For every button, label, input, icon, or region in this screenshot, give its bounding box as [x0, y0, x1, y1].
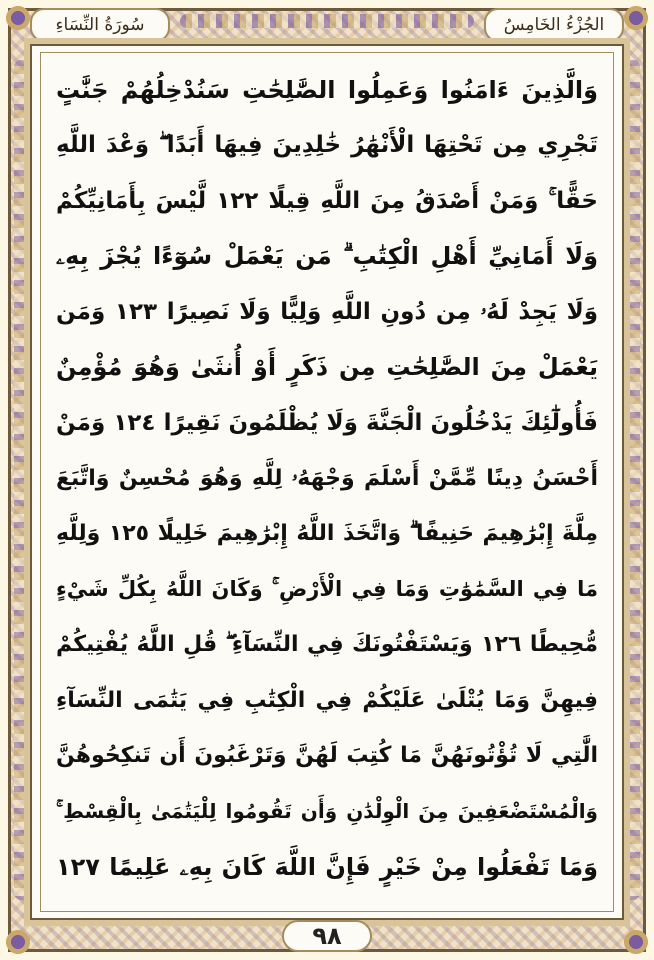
verse-line: الَّٰتِي لَا تُؤْتُونَهُنَّ مَا كُتِبَ لَهُنَّ وَتَرْغَبُونَ أَن تَنكِحُوهُنَّ [56, 743, 598, 769]
verse-line: فَأُولَٰٓئِكَ يَدْخُلُونَ الْجَنَّةَ وَلَا يُظْلَمُونَ نَقِيرًا ١٢٤ وَمَنْ [56, 409, 598, 436]
verse-line: وَالْمُسْتَضْعَفِينَ مِنَ الْوِلْدَٰنِ وَأَن تَقُومُوا لِلْيَتَٰمَىٰ بِالْقِسْطِ ۚ [56, 799, 598, 824]
verse-line: وَمَا تَفْعَلُوا مِنْ خَيْرٍ فَإِنَّ اللَّهَ كَانَ بِهِۦ عَلِيمًا ١٢٧ [56, 852, 598, 881]
verse-line: وَالَّذِينَ ءَامَنُوا وَعَمِلُوا الصَّٰلِحَٰتِ سَنُدْخِلُهُمْ جَنَّٰتٍ [56, 75, 598, 104]
verse-line: مِلَّةَ إِبْرَٰهِيمَ حَنِيفًا ۗ وَاتَّخَذَ اللَّهُ إِبْرَٰهِيمَ خَلِيلًا ١٢٥ وَلِلَّهِ [56, 521, 598, 547]
corner-ornament-icon [4, 928, 32, 956]
verse-text-block [56, 62, 598, 902]
verse-line: فِيهِنَّ وَمَا يُتْلَىٰ عَلَيْكُمْ فِي الْكِتَٰبِ فِي يَتَٰمَى النِّسَآءِ [56, 687, 598, 713]
verse-line: وَلَا أَمَانِيِّ أَهْلِ الْكِتَٰبِ ۗ مَن يَعْمَلْ سُوٓءًا يُجْزَ بِهِۦ [56, 242, 598, 271]
juz-title: الجُزْءُ الخَامِسُ [484, 8, 624, 42]
verse-line: تَجْرِي مِن تَحْتِهَا الْأَنْهَٰرُ خَٰلِدِينَ فِيهَا أَبَدًا ۖ وَعْدَ اللَّهِ [56, 132, 598, 159]
verse-line: يَعْمَلْ مِنَ الصَّٰلِحَٰتِ مِن ذَكَرٍ أَوْ أُنثَىٰ وَهُوَ مُؤْمِنٌ [56, 353, 598, 382]
verse-line: مُّحِيطًا ١٢٦ وَيَسْتَفْتُونَكَ فِي النِّسَآءِ ۖ قُلِ اللَّهُ يُفْتِيكُمْ [56, 632, 598, 658]
header-ornament [180, 14, 474, 28]
corner-ornament-icon [622, 928, 650, 956]
verse-line: مَا فِي السَّمَٰوَٰتِ وَمَا فِي الْأَرْضِ ۚ وَكَانَ اللَّهُ بِكُلِّ شَيْءٍ [56, 576, 598, 601]
right-border-ornament [626, 60, 640, 900]
verse-line: وَلَا يَجِدْ لَهُۥ مِن دُونِ اللَّهِ وَلِيًّا وَلَا نَصِيرًا ١٢٣ وَمَن [56, 298, 598, 325]
verse-line: حَقًّا ۚ وَمَنْ أَصْدَقُ مِنَ اللَّهِ قِيلًا ١٢٢ لَّيْسَ بِأَمَانِيِّكُمْ [56, 187, 598, 214]
surah-title: سُورَةُ النِّسَاءِ [30, 8, 170, 42]
corner-ornament-icon [622, 4, 650, 32]
verse-line: أَحْسَنُ دِينًا مِّمَّنْ أَسْلَمَ وَجْهَهُۥ لِلَّهِ وَهُوَ مُحْسِنٌ وَاتَّبَعَ [56, 465, 598, 491]
page-number: ٩٨ [282, 920, 372, 952]
left-border-ornament [14, 60, 28, 900]
corner-ornament-icon [4, 4, 32, 32]
